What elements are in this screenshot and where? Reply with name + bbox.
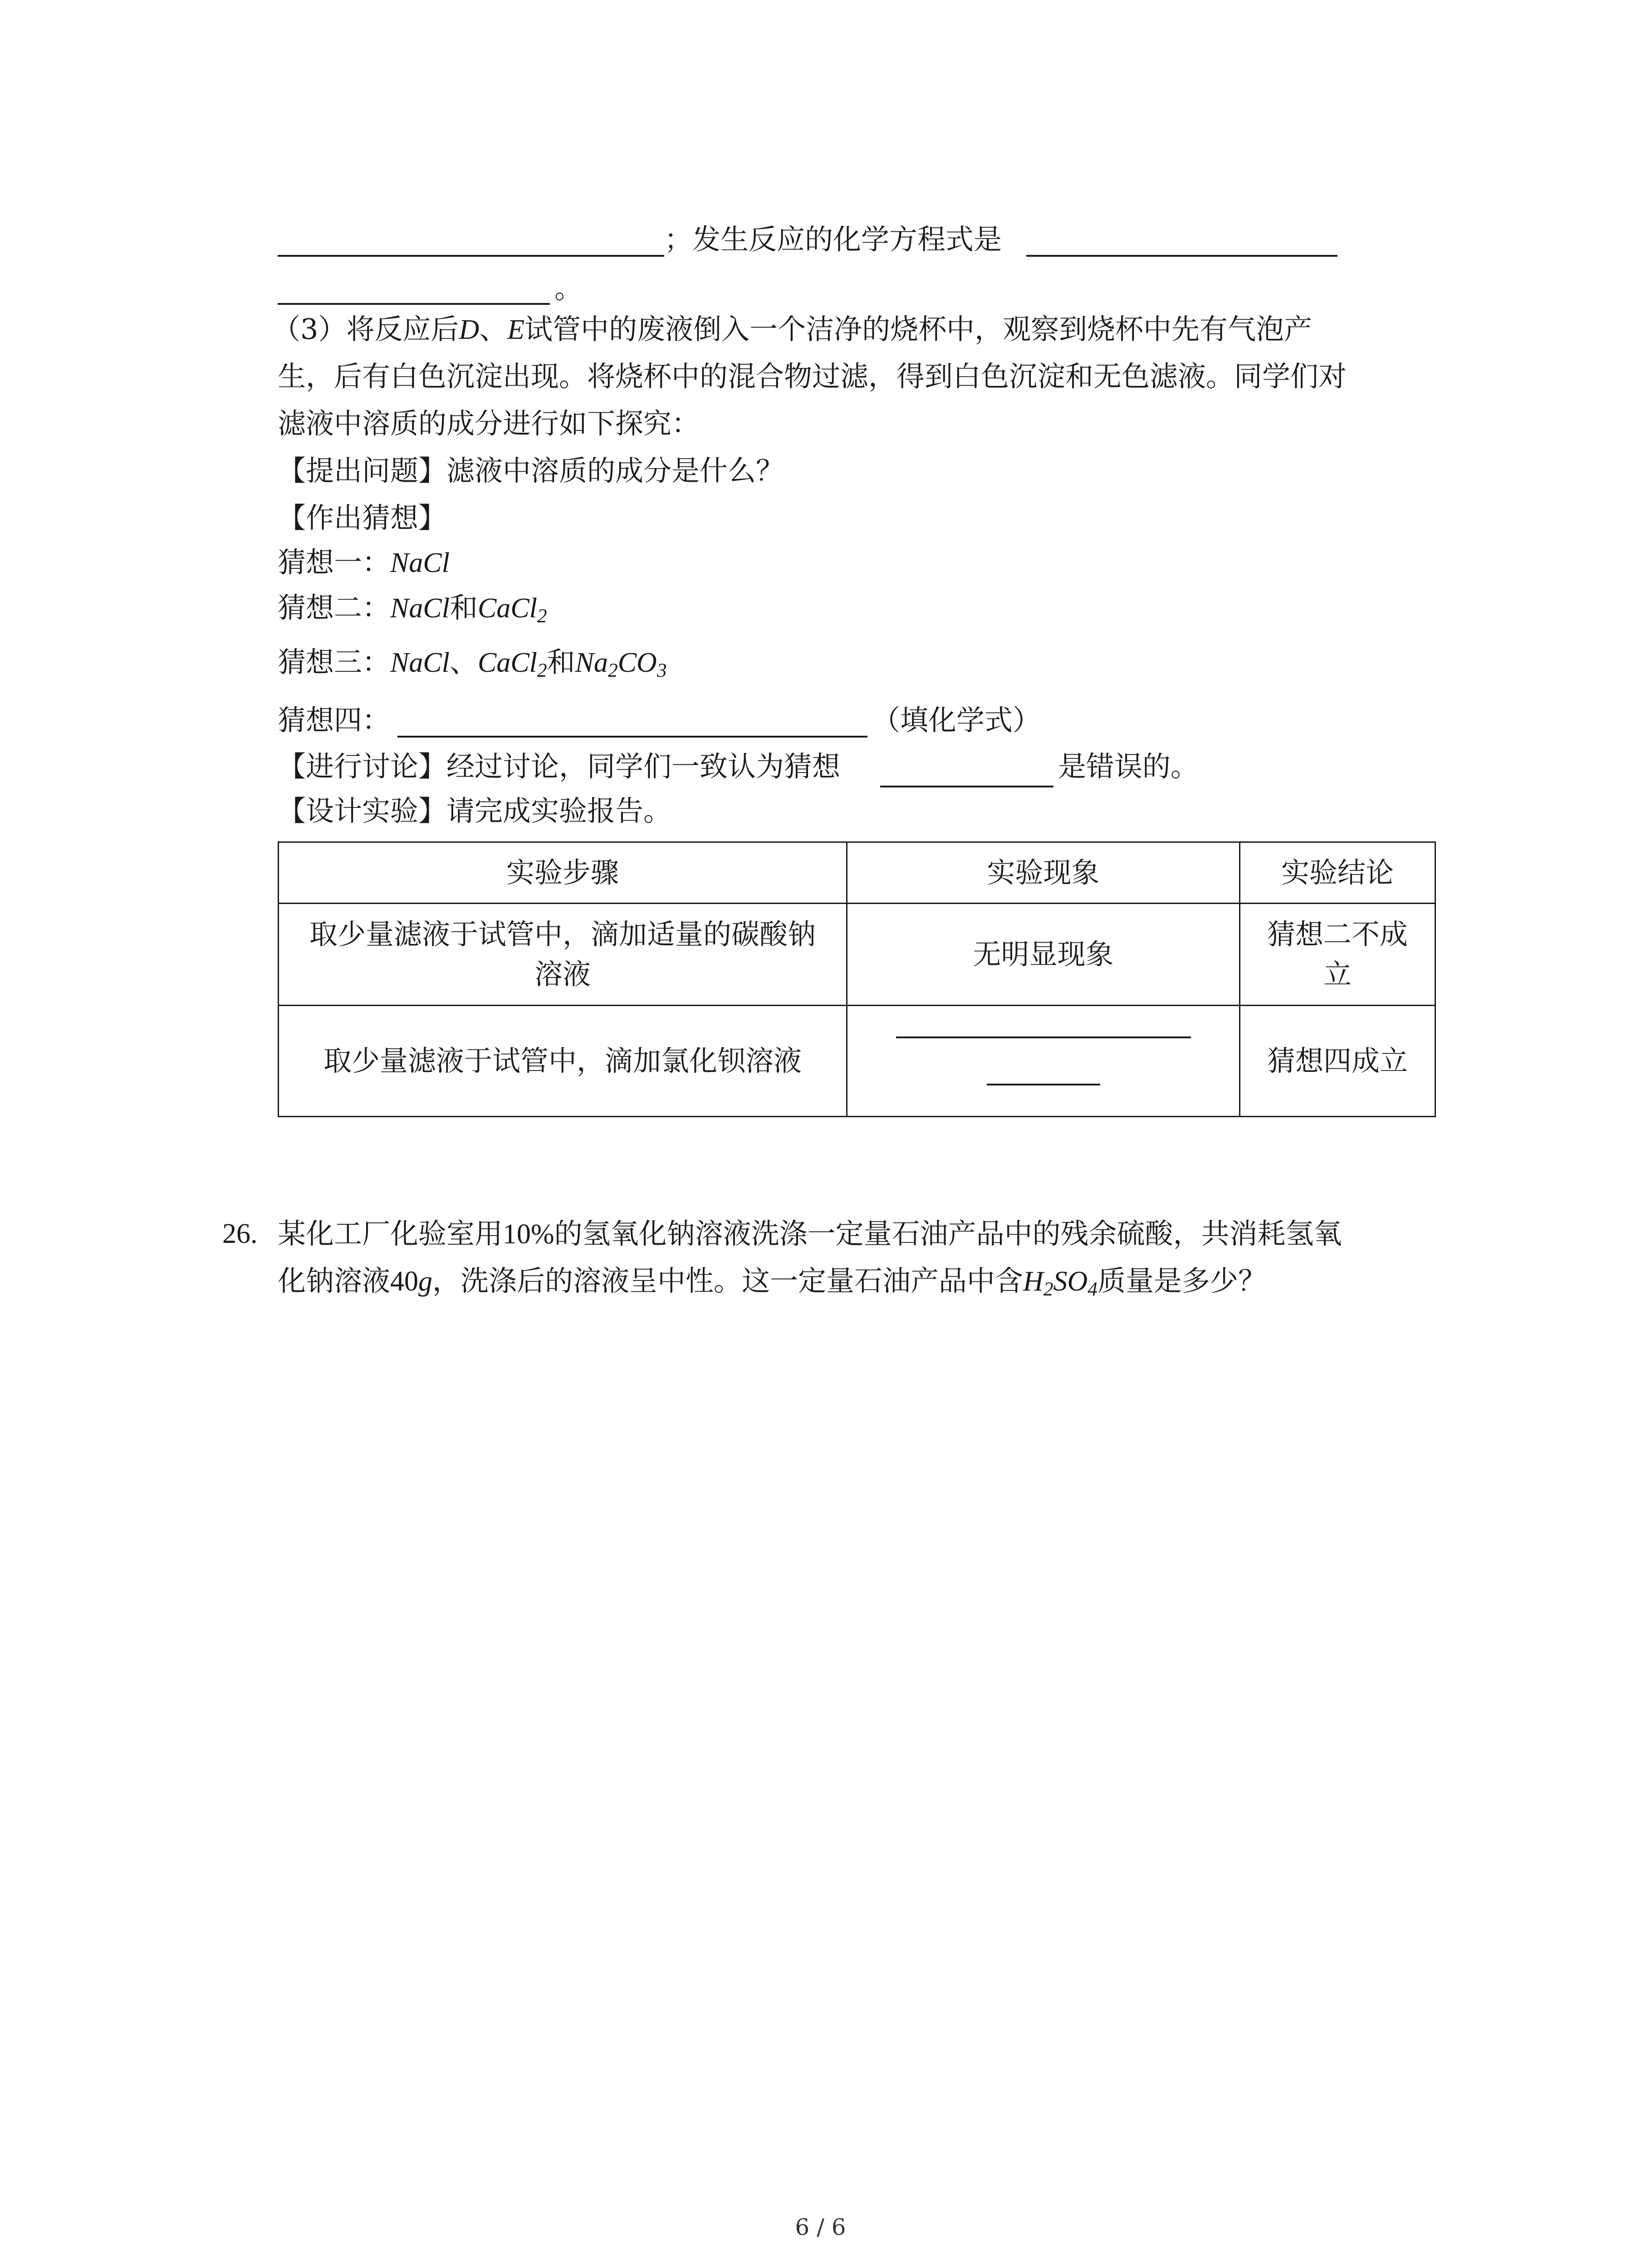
paragraph-3-line-2: 生，后有白色沉淀出现。将烧杯中的混合物过滤，得到白色沉淀和无色滤液。同学们对 (278, 360, 1347, 393)
header-step: 实验步骤 (279, 842, 847, 904)
hypothesis-heading: 【作出猜想】 (278, 501, 447, 534)
question-26-number: 26. (222, 1218, 258, 1249)
row2-phenomenon-blank[interactable] (847, 1006, 1240, 1117)
row1-phenomenon: 无明显现象 (847, 904, 1240, 1006)
question-26-line-1: 某化工厂化验室用10%的氢氧化钠溶液洗涤一定量石油产品中的残余硫酸，共消耗氢氧 (278, 1217, 1342, 1250)
period: 。 (554, 272, 583, 305)
discussion-text: 【进行讨论】经过讨论，同学们一致认为猜想 (278, 750, 841, 783)
discussion-text-end: 是错误的。 (1058, 750, 1199, 783)
table-header-row (279, 842, 1435, 904)
hypothesis-2: 猜想二：NaCl和CaCl$_2$ (278, 591, 547, 627)
answer-blank-wrong-hypothesis[interactable] (880, 786, 1053, 787)
page-number: 6 / 6 (795, 2214, 846, 2240)
table-row (279, 904, 1435, 1006)
hypothesis-1: 猜想一：NaCl (278, 546, 450, 579)
hypothesis-4-label: 猜想四： (278, 704, 391, 737)
question-26-line-2: 化钠溶液40g，洗涤后的溶液呈中性。这一定量石油产品中含$H_2SO_4$质量是多少？ (278, 1264, 1267, 1300)
header-phenomenon: 实验现象 (847, 842, 1240, 904)
header-conclusion: 实验结论 (1240, 842, 1435, 904)
answer-blank-equation-part2[interactable] (278, 303, 550, 305)
row2-conclusion: 猜想四成立 (1240, 1006, 1435, 1117)
table-row (279, 1006, 1435, 1117)
row2-step: 取少量滤液于试管中，滴加氯化钡溶液 (279, 1006, 847, 1117)
hypothesis-3: 猜想三：NaCl、CaCl$_2$和$Na_2CO_3$ (278, 645, 667, 681)
experiment-report-table (278, 841, 1436, 1117)
design-heading: 【设计实验】请完成实验报告。 (278, 794, 672, 827)
row1-step: 取少量滤液于试管中，滴加适量的碳酸钠 溶液 (279, 904, 847, 1006)
hypothesis-4-note: （填化学式） (872, 704, 1041, 737)
answer-blank-equation-part1[interactable] (1026, 255, 1337, 257)
answer-blank-observation[interactable] (278, 255, 664, 257)
answer-blank-hypothesis-4[interactable] (397, 736, 867, 738)
paragraph-3-line-1: （3）将反应后D、E试管中的废液倒入一个洁净的烧杯中，观察到烧杯中先有气泡产 (272, 313, 1313, 346)
question-heading: 【提出问题】滤液中溶质的成分是什么？ (278, 454, 784, 487)
paragraph-3-line-3: 滤液中溶质的成分进行如下探究： (278, 407, 700, 440)
row1-conclusion: 猜想二不成 立 (1240, 904, 1435, 1006)
equation-prompt: ；发生反应的化学方程式是 (664, 223, 1002, 256)
